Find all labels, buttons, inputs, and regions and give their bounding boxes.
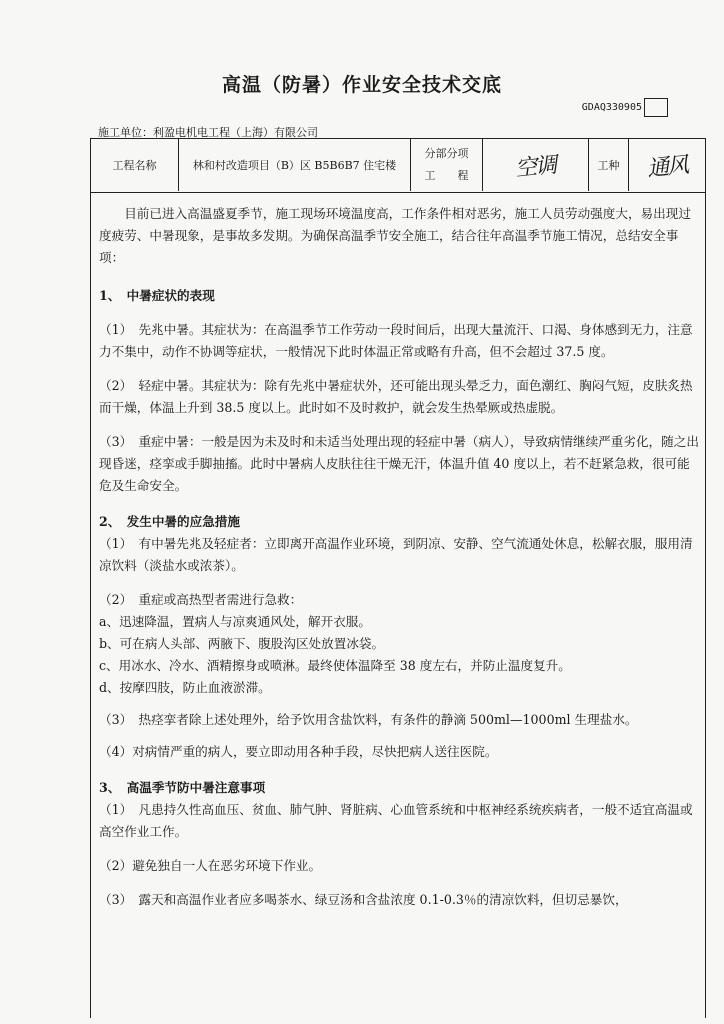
disclosure-content: [99, 195, 699, 911]
section-1-item-3: （3） 重症中暑：一般是因为未及时和未适当处理出现的轻症中暑（病人），导致病情继续严重劣化，随之出现昏迷，痉挛或手脚抽搐。此时中暑病人皮肤往往干燥无汗，体温升值 40 度以上，若不赶紧急救，很可能危及生命安全。: [99, 434, 699, 493]
section-2-item-2a: a、迅速降温，置病人与凉爽通风处，解开衣服。: [99, 614, 371, 629]
document-code-text: GDAQ330905: [581, 102, 642, 113]
section-1-item-2: （2） 轻症中暑。其症状为：除有先兆中暑症状外，还可能出现头晕乏力，面色潮红、胸闷气短，皮肤炙热而干燥，体温上升到 38.5 度以上。此时如不及时救护，就会发生热晕厥或热虚脱。: [99, 378, 693, 415]
section-2-item-4: （4）对病情严重的病人，要立即动用各种手段，尽快把病人送往医院。: [99, 744, 498, 759]
construction-unit: 施工单位：利盈电机电工程（上海）有限公司: [98, 126, 318, 139]
work-type-handwriting: 通风: [645, 152, 689, 182]
section-2-item-2c: c、用冰水、冷水、酒精擦身或喷淋。最终使体温降至 38 度左右，并防止温度复升。: [99, 658, 571, 673]
section-2-title: 2、 发生中暑的应急措施: [99, 514, 240, 529]
header-row: [91, 139, 705, 193]
code-box: [644, 98, 668, 117]
section-1-title: 1、 中暑症状的表现: [99, 288, 215, 303]
sub-project-label-line2: 工 程: [424, 169, 469, 182]
work-type-label: 工种: [589, 139, 629, 191]
section-3-item-1: （1） 凡患持久性高血压、贫血、肺气肿、肾脏病、心血管系统和中枢神经系统疾病者，一般不适宜高温或高空作业工作。: [99, 802, 693, 839]
section-1-item-1: （1） 先兆中暑。其症状为：在高温季节工作劳动一段时间后，出现大量流汗、口渴、身体感到无力，注意力不集中，动作不协调等症状，一般情况下此时体温正常或略有升高，但不会超过 37.5 度。: [99, 322, 693, 359]
section-2-item-2d: d、按摩四肢，防止血液淤滞。: [99, 680, 271, 695]
section-2-item-3: （3） 热痉挛者除上述处理外，给予饮用含盐饮料，有条件的静滴 500ml—1000ml 生理盐水。: [99, 712, 638, 727]
section-2-item-2: （2） 重症或高热型者需进行急救：: [99, 592, 303, 607]
section-3-item-3: （3） 露天和高温作业者应多喝茶水、绿豆汤和含盐浓度 0.1-0.3％的清凉饮料，但切忌暴饮，: [99, 892, 628, 907]
project-name-label: 工程名称: [91, 139, 179, 191]
intro-paragraph: 目前已进入高温盛夏季节，施工现场环境温度高，工作条件相对恶劣，施工人员劳动强度大，易出现过度疲劳、中暑现象，是事故多发期。为确保高温季节安全施工，结合往年高温季节施工情况，总结安全事项：: [99, 206, 691, 265]
section-3-title: 3、 高温季节防中暑注意事项: [99, 780, 266, 795]
sub-project-label-line1: 分部分项: [424, 147, 469, 160]
document-title: 高温（防暑）作业安全技术交底: [221, 74, 502, 96]
section-2-item-2b: b、可在病人头部、两腋下、腹股沟区处放置冰袋。: [99, 636, 385, 651]
sub-project-label: [411, 139, 483, 191]
project-name-value: 林和村改造项目（B）区 B5B6B7 住宅楼: [179, 139, 411, 191]
work-type-value: [629, 139, 705, 191]
section-2-item-1: （1） 有中暑先兆及轻症者：立即离开高温作业环境，到阴凉、安静、空气流通处休息，松解衣服，服用清凉饮料（淡盐水或浓茶）。: [99, 536, 693, 573]
disclosure-table: [90, 138, 706, 1018]
sub-project-value: [483, 139, 589, 191]
document-code: [582, 98, 668, 117]
section-3-item-2: （2）避免独自一人在恶劣环境下作业。: [99, 858, 322, 873]
sub-project-handwriting: 空调: [514, 152, 557, 182]
